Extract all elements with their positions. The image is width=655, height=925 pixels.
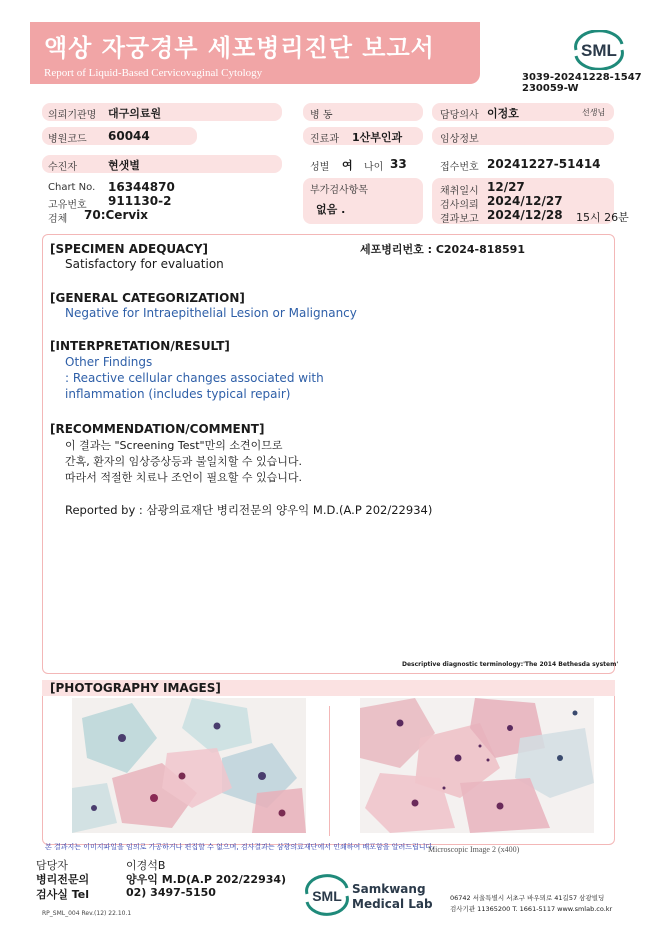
charge-value: 이경석B	[126, 859, 166, 872]
adequacy-title: [SPECIMEN ADEQUACY]	[50, 242, 209, 256]
image-notice: 본 결과지는 이미지파일을 임의로 가공하거나 편집할 수 없으며, 검사결과는 삼광의료재단에서 인쇄하여 배포함을 알려드립니다.	[45, 843, 435, 851]
sml-logo-icon	[570, 30, 628, 70]
interpretation-line-1: Other Findings	[65, 355, 153, 369]
age-label: 나이	[364, 162, 384, 173]
interpretation-line-3: inflammation (includes typical repair)	[65, 387, 291, 401]
sex-label: 성별	[310, 162, 330, 173]
svg-text:SML: SML	[312, 888, 342, 904]
reported-by: Reported by : 삼광의료재단 병리전문의 양우익 M.D.(A.P 202/22934)	[65, 503, 433, 517]
dept-label: 진료과	[310, 134, 339, 145]
chart-label: Chart No.	[48, 182, 96, 193]
report-date-value: 2024/12/28	[487, 208, 563, 222]
microscopic-image-1	[72, 698, 306, 833]
report-title: 액상 자궁경부 세포병리진단 보고서	[44, 34, 435, 62]
request-value: 2024/12/27	[487, 194, 563, 208]
recommendation-line-1: 이 결과는 "Screening Test"만의 소견이므로	[65, 439, 283, 452]
photo-divider	[329, 706, 330, 836]
footer-logo-icon	[304, 874, 350, 916]
dept-value: 1산부인과	[352, 131, 403, 144]
receipt-value: 20241227-51414	[487, 157, 601, 171]
terminology-note: Descriptive diagnostic terminology:'The 2014 Bethesda system'	[402, 661, 619, 668]
patient-label: 수진자	[48, 162, 77, 173]
clinical-label: 임상정보	[440, 134, 479, 145]
specimen-value: 70:Cervix	[84, 208, 149, 222]
hospital-code-value: 60044	[108, 129, 150, 143]
interpretation-line-2: : Reactive cellular changes associated with	[65, 371, 324, 385]
lab-name-1: Samkwang	[352, 882, 426, 896]
sml-logo	[570, 30, 628, 70]
collect-label: 채취일시	[440, 186, 479, 197]
doctor-value: 이정호	[487, 107, 519, 120]
receipt-label: 접수번호	[440, 162, 479, 173]
uid-value: 911130-2	[108, 194, 172, 208]
microscopic-image-2	[360, 698, 594, 833]
image-caption-2: Microscopic Image 2 (x400)	[428, 845, 520, 854]
form-code: RP_SML_004 Rev.(12) 22.10.1	[42, 910, 132, 917]
report-label: 결과보고	[440, 214, 479, 225]
extra-tests-value: 없음 .	[316, 203, 346, 216]
recommendation-line-3: 따라서 적절한 치료나 조언이 필요할 수 있습니다.	[65, 471, 302, 484]
report-time-value: 15시 26분	[576, 211, 629, 224]
uid-label: 고유번호	[48, 200, 87, 211]
patient-pill	[42, 155, 282, 173]
cytology-number: 세포병리번호 : C2024-818591	[360, 243, 525, 256]
svg-text:SML: SML	[581, 41, 617, 60]
recommendation-line-2: 간혹, 환자의 임상증상등과 불일치할 수 있습니다.	[65, 455, 302, 468]
charge-label: 담당자	[36, 859, 68, 872]
age-value: 33	[390, 157, 407, 171]
photo-title: [PHOTOGRAPHY IMAGES]	[50, 681, 221, 695]
extra-tests-label: 부가검사항목	[310, 185, 368, 196]
institution-label: 의뢰기관명	[48, 110, 97, 121]
doctor-label: 담당의사	[440, 110, 479, 121]
tel-label: 검사실 Tel	[36, 888, 89, 901]
hospital-code-label: 병원코드	[48, 134, 87, 145]
chart-value: 16344870	[108, 180, 175, 194]
patient-value: 현샛별	[108, 159, 140, 172]
report-subtitle: Report of Liquid-Based Cervicovaginal Cytology	[44, 67, 263, 79]
interpretation-title: [INTERPRETATION/RESULT]	[50, 339, 230, 353]
lab-name-2: Medical Lab	[352, 897, 433, 911]
recommendation-title: [RECOMMENDATION/COMMENT]	[50, 422, 265, 436]
category-text: Negative for Intraepithelial Lesion or Malignancy	[65, 306, 357, 320]
lab-address-2: 검사기관 11365200 T. 1661-5117 www.smlab.co.kr	[450, 905, 613, 913]
request-label: 검사의뢰	[440, 200, 479, 211]
title-banner	[30, 22, 480, 84]
doctor-suffix: 선생님	[582, 108, 606, 117]
sex-value: 여	[342, 159, 353, 172]
specimen-label: 검체	[48, 214, 68, 225]
category-title: [GENERAL CATEGORIZATION]	[50, 291, 245, 305]
footer-logo	[304, 874, 350, 916]
institution-value: 대구의료원	[108, 107, 162, 120]
tel-value: 02) 3497-5150	[126, 886, 216, 899]
collect-value: 12/27	[487, 180, 525, 194]
pathologist-label: 병리전문의	[36, 873, 90, 886]
ward-label: 병 동	[310, 110, 333, 121]
adequacy-text: Satisfactory for evaluation	[65, 257, 224, 271]
document-number: 3039-20241228-1547 230059-W	[522, 72, 642, 94]
pathologist-value: 양우익 M.D(A.P 202/22934)	[126, 873, 287, 886]
lab-address-1: 06742 서울특별시 서초구 바우뫼로 41길57 삼광빌딩	[450, 894, 605, 902]
